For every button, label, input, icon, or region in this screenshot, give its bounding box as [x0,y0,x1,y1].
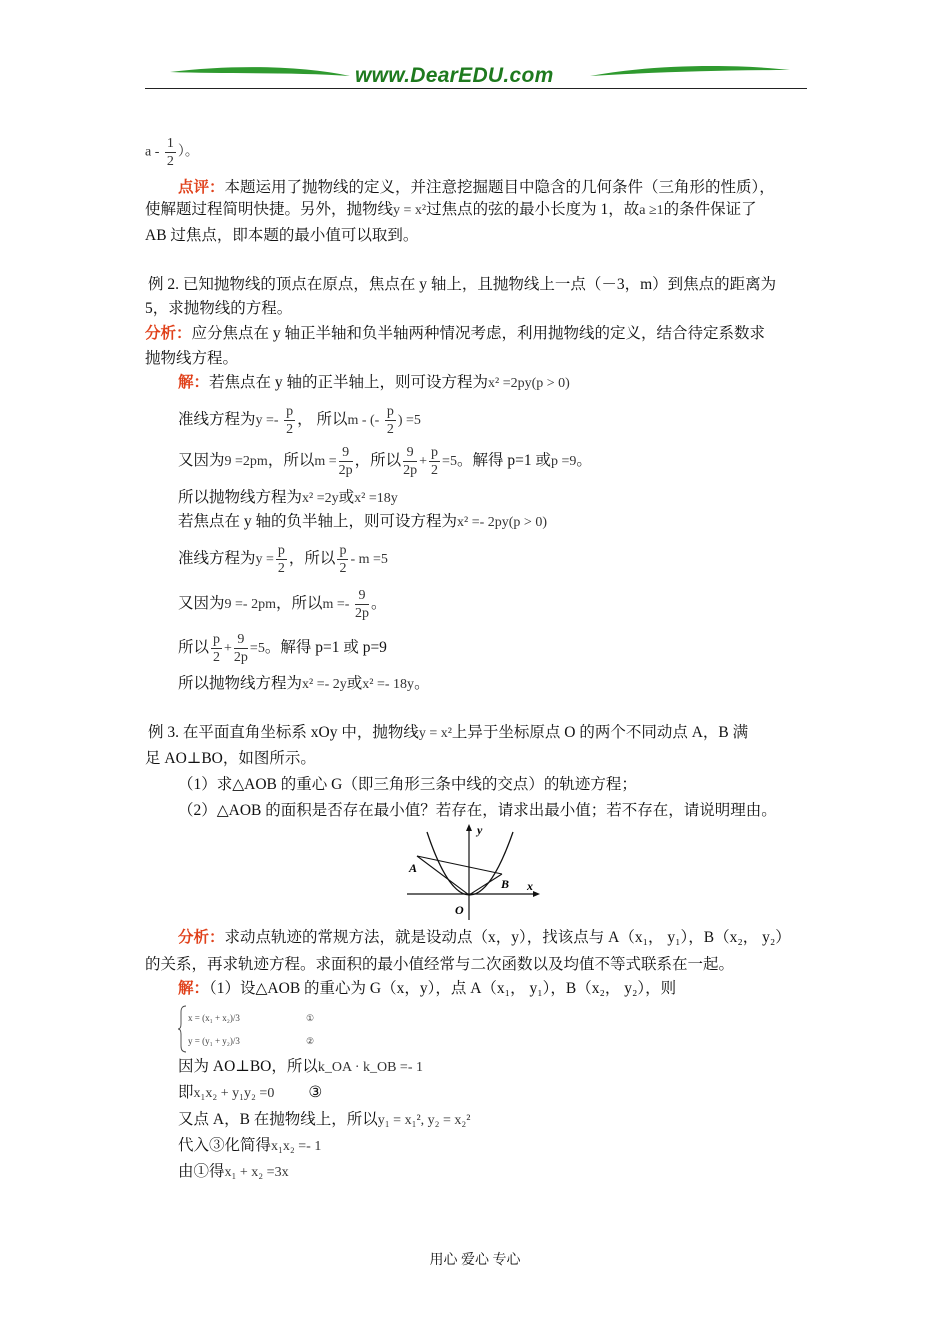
ex3-question-2: 足 AO⊥BO，如图所示。 [145,750,316,767]
site-logo[interactable]: www.DearEDU.com [355,64,554,87]
ex3-solution-4: 又点 A，B 在抛物线上，所以y₁ = x₁², y₂ = x₂² [178,1111,471,1128]
system-eq-2-num: ② [306,1036,315,1046]
ex2-solution-1: 解：若焦点在 y 轴的正半轴上，则可设方程为x² =2py(p > 0) [178,374,570,391]
ex3-solution-2: 因为 AO⊥BO，所以k_OA · k_OB =- 1 [178,1058,423,1075]
page-footer: 用心 爱心 专心 [429,1253,521,1268]
comment-line-3: AB 过焦点，即本题的最小值可以取到。 [145,227,419,244]
label-y: y [477,823,483,837]
intro-line: a - $\frac{1}{2}$ ）。 [145,136,199,169]
label-O: O [455,903,464,917]
ex2-solution-2: 准线方程为y =- $\frac{p}{2}$ ， 所以m - (- $\frac{p}{2}$ ) =5 [178,403,421,437]
parabola-figure [405,822,545,922]
right-swoosh [590,66,790,76]
header-divider [145,88,807,89]
ex3-question-3: （1）求△AOB 的重心 G（即三角形三条中线的交点）的轨迹方程； [178,776,637,793]
equation-system [178,1004,338,1054]
ex3-solution-3: 即x₁x₂ + y₁y₂ =0 ③ [178,1084,323,1101]
ex2-solution-4: 所以抛物线方程为x² =2y或x² =18y [178,489,398,506]
ex3-solution-6: 由①得x₁ + x₂ =3x [178,1163,289,1180]
segment-BO [469,874,502,895]
ex2-solution-8: 所以 $\frac{p}{2}$ + $\frac{9}{2p}$ =5。解得 p=1 或 p=9 [178,631,387,665]
label-B: B [501,877,510,891]
ex3-analysis-1: 分析：求动点轨迹的常规方法，就是设动点（x，y），找该点与 A（x₁， y₁），B（x₂， y₂） [178,929,791,946]
ex2-solution-3: 又因为9 =2pm，所以m = $\frac{9}{2p}$ ，所以 $\frac{9}{2p}$ + $\frac{p}{2}$ =5。解得 p=1 或p =9。 [178,444,592,478]
ex2-analysis-1: 分析：应分焦点在 y 轴正半轴和负半轴两种情况考虑，利用抛物线的定义，结合待定系数求 [145,325,766,342]
ex3-question-4: （2）△AOB 的面积是否存在最小值？若存在，请求出最小值；若不存在，请说明理由。 [178,802,777,819]
comment-line-2: 使解题过程简明快捷。另外，抛物线y = x²过焦点的弦的最小长度为 1，故a ≥1的条件保证了 [145,201,757,218]
brace [178,1006,186,1052]
ex2-solution-7: 又因为9 =- 2pm，所以m =- $\frac{9}{2p}$ 。 [178,587,387,621]
ex2-question-1: 例 2. 已知抛物线的顶点在原点，焦点在 y 轴上，且抛物线上一点（－3，m）到焦点的距离为 [148,276,777,293]
label-A: A [409,861,418,875]
ex3-solution-5: 代入③化简得x₁x₂ =- 1 [178,1137,322,1154]
ex3-question-1: 例 3. 在平面直角坐标系 xOy 中，抛物线y = x²上异于坐标原点 O 的两个不同动点 A，B 满 [148,724,749,741]
comment-line-1: 点评：本题运用了抛物线的定义，并注意挖掘题目中隐含的几何条件（三角形的性质）， [178,179,775,196]
label-x: x [527,879,533,893]
comment-label: 点评： [178,179,225,196]
ex2-question-2: 5，求抛物线的方程。 [145,300,293,317]
ex2-analysis-2: 抛物线方程。 [145,350,239,367]
ex2-solution-5: 若焦点在 y 轴的负半轴上，则可设方程为x² =- 2py(p > 0) [178,513,547,530]
ex3-solution-1: 解：（1）设△AOB 的重心为 G（x，y），点 A（x₁， y₁），B（x₂， y₂），则 [178,980,677,997]
ex2-solution-9: 所以抛物线方程为x² =- 2y或x² =- 18y。 [178,675,430,692]
x-axis-arrow [533,891,540,897]
system-eq-1: x = (x₁ + x₂)/3 [188,1013,240,1023]
ex2-solution-6: 准线方程为y = $\frac{p}{2}$ ，所以 $\frac{p}{2}$ - m =5 [178,542,388,576]
ex3-analysis-2: 的关系，再求轨迹方程。求面积的最小值经常与二次函数以及均值不等式联系在一起。 [145,956,735,973]
system-eq-1-num: ① [306,1013,315,1023]
y-axis-arrow [466,824,472,831]
left-swoosh [170,67,350,76]
system-eq-2: y = (y₁ + y₂)/3 [188,1036,240,1046]
